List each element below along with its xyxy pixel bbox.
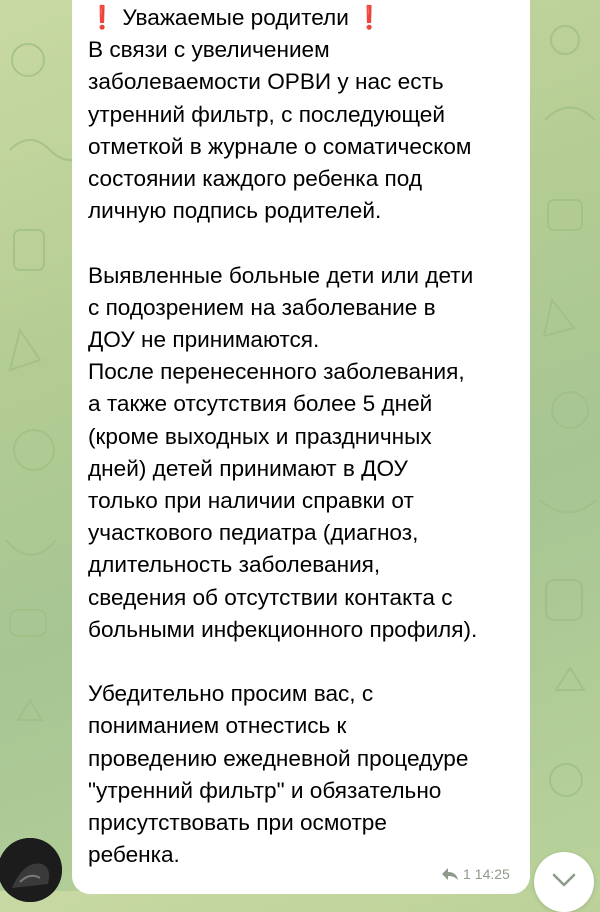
scroll-to-bottom-button[interactable]	[534, 852, 594, 912]
message-time: 14:25	[474, 866, 510, 882]
forward-count: 1	[463, 866, 471, 882]
message-text	[88, 2, 528, 871]
message-body: В связи с увеличением заболеваемости ОРВИ у нас есть утренний фильтр, с последующей отметкой в журнале о соматическом состоянии каждого ребенка под личную подпись родителей. Выявленные больные дети или дети с подозрением на заболевание в ДОУ не принимаются. После перенесенного заболевания, а также отсутствия более 5 дней (кроме выходных и праздничных дней) детей принимают в ДОУ только при наличии справки от участкового педиатра (диагноз, длительность заболевания, сведения об отсутствии контакта с больными инфекционного профиля). Убедительно просим вас, с пониманием отнестись к проведению ежедневной процедуре "утренний фильтр" и обязательно присутствовать при осмотре ребенка.	[88, 37, 478, 868]
message-meta	[441, 862, 510, 886]
sender-avatar[interactable]	[0, 838, 62, 902]
message-title: Уважаемые родители	[122, 5, 349, 30]
forward-arrow-icon	[441, 867, 459, 881]
alert-exclamation-icon: ❗	[355, 5, 384, 30]
alert-exclamation-icon: ❗	[88, 5, 117, 30]
avatar-image	[0, 838, 62, 902]
chevron-down-icon	[551, 872, 577, 893]
